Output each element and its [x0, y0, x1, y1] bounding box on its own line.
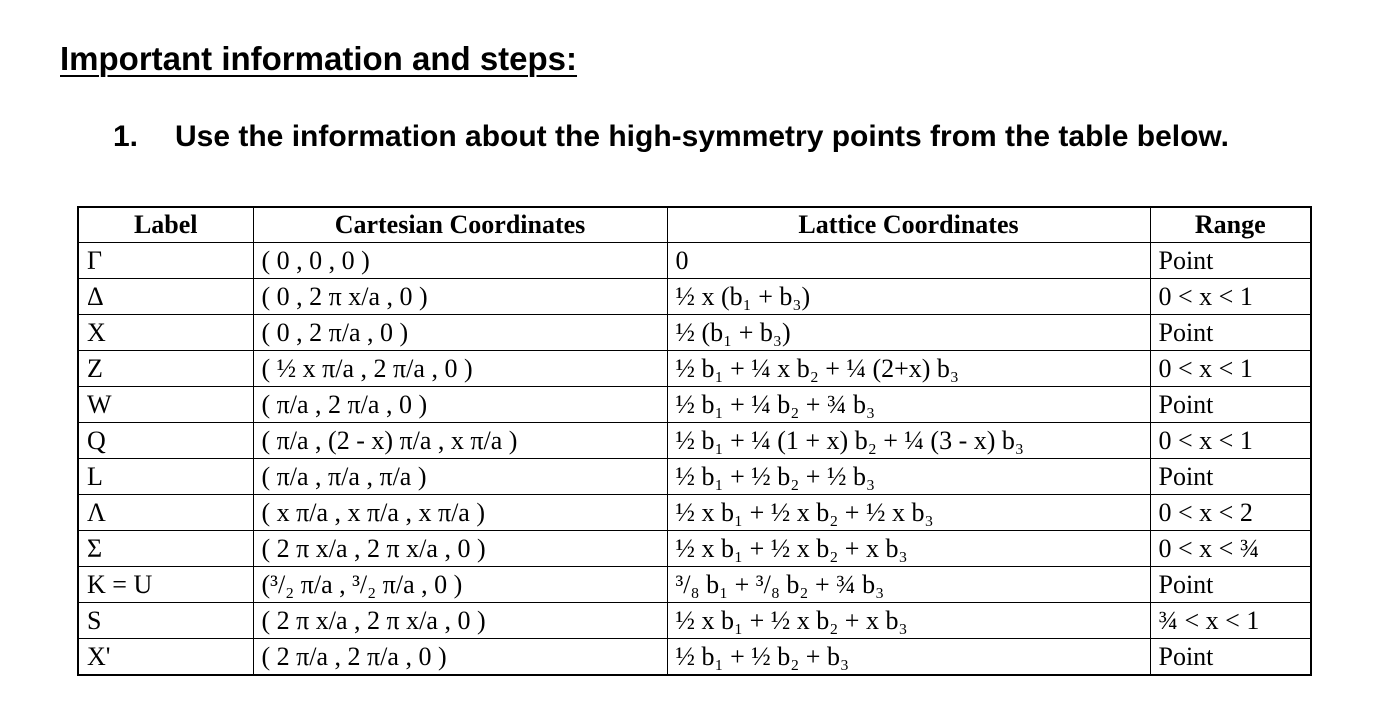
table-row	[78, 459, 1311, 495]
cell-label: K = U	[78, 567, 253, 603]
cell-cartesian: ( 0 , 0 , 0 )	[253, 243, 667, 279]
cell-lattice: 0	[667, 243, 1150, 279]
table-row	[78, 315, 1311, 351]
cell-lattice: ½ b₁ + ¼ b₂ + ¾ b₃	[667, 387, 1150, 423]
header-lattice: Lattice Coordinates	[667, 207, 1150, 243]
cell-label: Z	[78, 351, 253, 387]
step-item	[113, 120, 1229, 154]
cell-lattice: ³/₈ b₁ + ³/₈ b₂ + ¾ b₃	[667, 567, 1150, 603]
cell-label: Γ	[78, 243, 253, 279]
table-row	[78, 495, 1311, 531]
cell-cartesian: ( ½ x π/a , 2 π/a , 0 )	[253, 351, 667, 387]
cell-label: Q	[78, 423, 253, 459]
cell-range: Point	[1150, 243, 1311, 279]
cell-cartesian: ( π/a , (2 - x) π/a , x π/a )	[253, 423, 667, 459]
cell-cartesian: ( π/a , 2 π/a , 0 )	[253, 387, 667, 423]
cell-range: Point	[1150, 387, 1311, 423]
cell-lattice: ½ x b₁ + ½ x b₂ + ½ x b₃	[667, 495, 1150, 531]
cell-label: X'	[78, 639, 253, 676]
cell-lattice: ½ b₁ + ½ b₂ + b₃	[667, 639, 1150, 676]
cell-lattice: ½ x (b₁ + b₃)	[667, 279, 1150, 315]
cell-cartesian: ( 2 π x/a , 2 π x/a , 0 )	[253, 603, 667, 639]
cell-range: 0 < x < 1	[1150, 279, 1311, 315]
cell-label: Λ	[78, 495, 253, 531]
header-label: Label	[78, 207, 253, 243]
cell-label: Δ	[78, 279, 253, 315]
table-row	[78, 279, 1311, 315]
cell-range: 0 < x < 1	[1150, 423, 1311, 459]
cell-range: 0 < x < 1	[1150, 351, 1311, 387]
cell-cartesian: ( 2 π/a , 2 π/a , 0 )	[253, 639, 667, 676]
cell-range: 0 < x < ¾	[1150, 531, 1311, 567]
cell-lattice: ½ x b₁ + ½ x b₂ + x b₃	[667, 603, 1150, 639]
table-row	[78, 603, 1311, 639]
step-number: 1.	[113, 120, 139, 153]
cell-cartesian: (³/₂ π/a , ³/₂ π/a , 0 )	[253, 567, 667, 603]
header-cartesian: Cartesian Coordinates	[253, 207, 667, 243]
cell-label: L	[78, 459, 253, 495]
cell-lattice: ½ x b₁ + ½ x b₂ + x b₃	[667, 531, 1150, 567]
step-text: Use the information about the high-symmetry points from the table below.	[175, 120, 1229, 153]
table-header-row	[78, 207, 1311, 243]
table-row	[78, 567, 1311, 603]
table-row	[78, 243, 1311, 279]
cell-range: 0 < x < 2	[1150, 495, 1311, 531]
cell-cartesian: ( 0 , 2 π x/a , 0 )	[253, 279, 667, 315]
cell-label: X	[78, 315, 253, 351]
cell-range: Point	[1150, 567, 1311, 603]
cell-range: Point	[1150, 459, 1311, 495]
cell-range: Point	[1150, 639, 1311, 676]
cell-label: Σ	[78, 531, 253, 567]
cell-cartesian: ( 2 π x/a , 2 π x/a , 0 )	[253, 531, 667, 567]
cell-lattice: ½ b₁ + ¼ (1 + x) b₂ + ¼ (3 - x) b₃	[667, 423, 1150, 459]
table-row	[78, 387, 1311, 423]
table-row	[78, 639, 1311, 676]
header-range: Range	[1150, 207, 1311, 243]
high-symmetry-points-table	[77, 206, 1312, 676]
cell-lattice: ½ (b₁ + b₃)	[667, 315, 1150, 351]
page-heading: Important information and steps:	[60, 40, 578, 77]
cell-label: W	[78, 387, 253, 423]
cell-range: Point	[1150, 315, 1311, 351]
cell-label: S	[78, 603, 253, 639]
table-row	[78, 423, 1311, 459]
cell-range: ¾ < x < 1	[1150, 603, 1311, 639]
table-row	[78, 351, 1311, 387]
cell-cartesian: ( x π/a , x π/a , x π/a )	[253, 495, 667, 531]
cell-cartesian: ( π/a , π/a , π/a )	[253, 459, 667, 495]
cell-lattice: ½ b₁ + ¼ x b₂ + ¼ (2+x) b₃	[667, 351, 1150, 387]
table-row	[78, 531, 1311, 567]
cell-cartesian: ( 0 , 2 π/a , 0 )	[253, 315, 667, 351]
cell-lattice: ½ b₁ + ½ b₂ + ½ b₃	[667, 459, 1150, 495]
